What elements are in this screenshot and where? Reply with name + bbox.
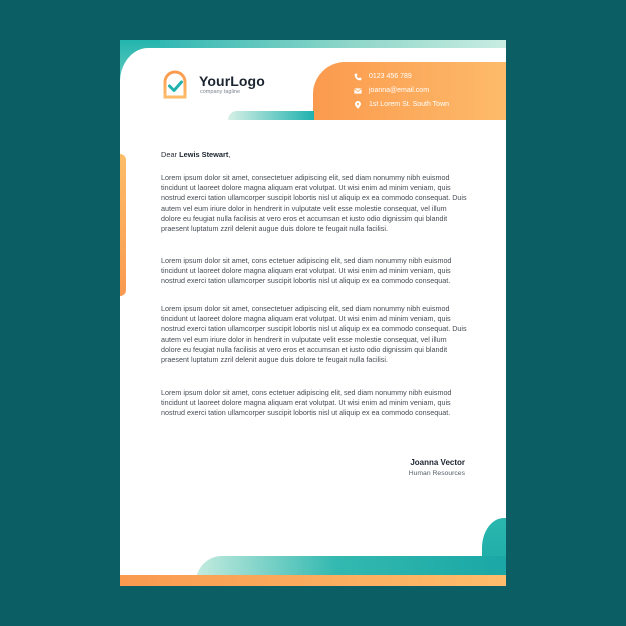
left-orange-bar bbox=[120, 154, 126, 296]
address-text: 1st Lorem St. South Town bbox=[369, 101, 450, 108]
company-tagline: company tagline bbox=[200, 89, 241, 95]
phone-icon bbox=[354, 73, 362, 81]
phone-text: 0123 456 789 bbox=[369, 73, 412, 80]
salutation-prefix: Dear bbox=[161, 150, 180, 159]
salutation bbox=[161, 150, 230, 159]
location-pin-icon bbox=[354, 101, 362, 109]
signature-name: Joanna Vector bbox=[410, 458, 465, 467]
body-paragraph-3: Lorem ipsum dolor sit amet, consectetuer adipiscing elit, sed diam nonummy nibh euismod tincidunt ut laoreet dolore magna aliquam erat volutpat. Ut wisi enim ad minim veniam, quis nostrud exerci tation ullamcorper suscipit lobortis nisl ut aliquip ex ea commodo consequat. Duis autem vel eum iriure dolor in hendrerit in vulputate velit esse molestie consequat, vel illum dolore eu feugiat nulla facilisis at vero eros et accumsan et iusto odio dignissim qui blandit praesent luptatum zzril delenit augue duis dolore te feugait nulla facilisi. bbox=[161, 304, 467, 365]
signature-title: Human Resources bbox=[408, 470, 465, 477]
email-icon bbox=[354, 87, 362, 95]
logo-check-icon bbox=[162, 69, 188, 99]
body-paragraph-2: Lorem ipsum dolor sit amet, cons ectetuer adipiscing elit, sed diam nonummy nibh euismod tincidunt ut laoreet dolore magna aliquam erat volutpat. Ut wisi enim ad minim veniam, quis nostrud exerci tation ullamcorper suscipit lobortis nisl ut aliquip ex ea commodo consequat. bbox=[161, 256, 452, 286]
footer-orange-band bbox=[120, 575, 506, 586]
email-text: joanna@email.com bbox=[369, 87, 430, 94]
logo-text: YourLogo bbox=[199, 73, 265, 89]
recipient-name: Lewis Stewart bbox=[179, 150, 229, 159]
body-paragraph-1: Lorem ipsum dolor sit amet, consectetuer adipiscing elit, sed diam nonummy nibh euismod tincidunt ut laoreet dolore magna aliquam erat volutpat. Ut wisi enim ad minim veniam, quis nostrud exerci tation ullamcorper suscipit lobortis nisl ut aliquip ex ea commodo consequat. Duis autem vel eum iriure dolor in hendrerit in vulputate velit esse molestie consequat, vel illum dolore eu feugiat nulla facilisis at vero eros et accumsan et iusto odio dignissim qui blandit praesent luptatum zzril delenit augue duis dolore te feugait nulla facilisi. bbox=[161, 173, 467, 234]
letterhead-page bbox=[120, 40, 506, 586]
header-teal-accent bbox=[228, 111, 314, 120]
body-paragraph-4: Lorem ipsum dolor sit amet, cons ectetuer adipiscing elit, sed diam nonummy nibh euismod tincidunt ut laoreet dolore magna aliquam erat volutpat. Ut wisi enim ad minim veniam, quis nostrud exerci tation ullamcorper suscipit lobortis nisl ut aliquip ex ea commodo consequat. bbox=[161, 388, 452, 418]
salutation-suffix: , bbox=[228, 150, 231, 159]
